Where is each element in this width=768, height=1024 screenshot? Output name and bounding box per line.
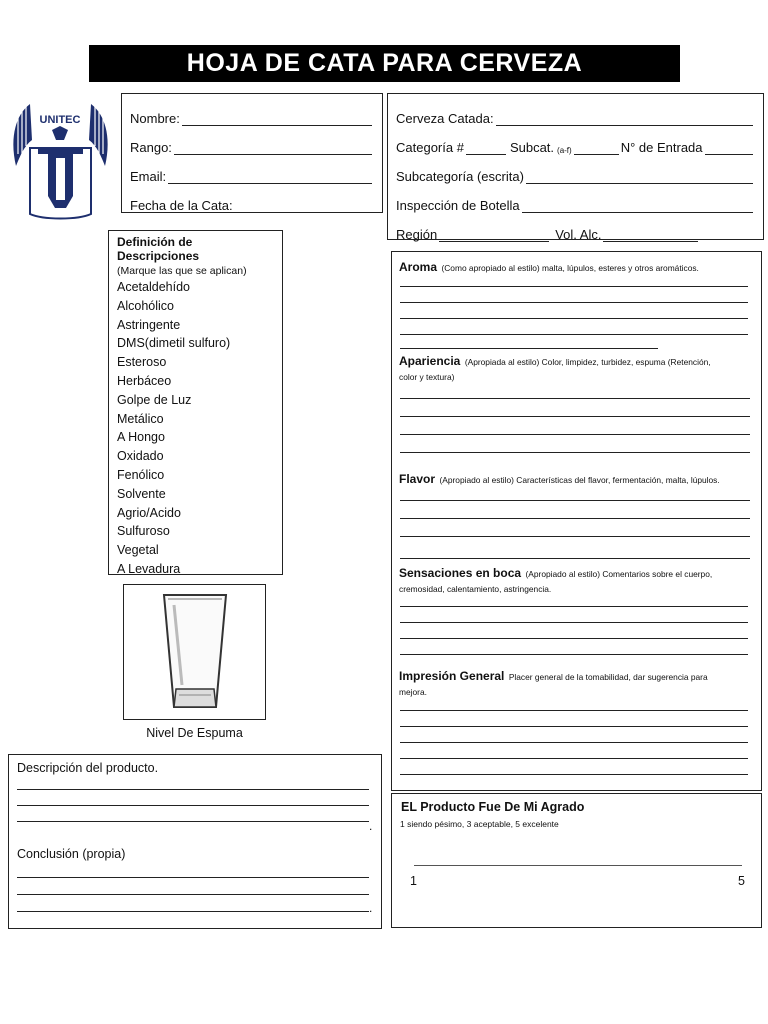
evaluation-box bbox=[391, 251, 762, 791]
cerveza-field[interactable]: Cerveza Catada: bbox=[396, 98, 755, 126]
email-field[interactable]: Email: bbox=[130, 155, 374, 184]
impresion-lines[interactable] bbox=[400, 698, 748, 778]
aroma-lines[interactable] bbox=[400, 274, 748, 354]
apariencia-lines[interactable] bbox=[400, 384, 750, 464]
descriptor-item[interactable]: Agrio/Acido bbox=[117, 505, 181, 520]
rango-field[interactable]: Rango: bbox=[130, 126, 374, 155]
descriptor-item[interactable]: Vegetal bbox=[117, 543, 159, 558]
descriptor-item[interactable]: Esteroso bbox=[117, 355, 167, 370]
sensaciones-section: Sensaciones en boca (Apropiado al estilo) Comentarios sobre el cuerpo, cremosidad, calentamiento, astringencia. bbox=[399, 566, 713, 594]
rating-note: 1 siendo pésimo, 3 aceptable, 5 excelente bbox=[400, 819, 559, 829]
descriptor-item[interactable]: Oxidado bbox=[117, 449, 164, 464]
descriptor-item[interactable]: Astringente bbox=[117, 317, 181, 332]
beer-info-box bbox=[387, 93, 764, 240]
fecha-field[interactable]: Fecha de la Cata: bbox=[130, 184, 374, 213]
flavor-lines[interactable] bbox=[400, 484, 750, 564]
beer-glass-icon bbox=[124, 585, 265, 719]
descriptor-item[interactable]: Alcohólico bbox=[117, 298, 174, 313]
unitec-logo bbox=[8, 96, 113, 224]
descriptor-item[interactable]: Sulfuroso bbox=[117, 524, 170, 539]
conclusion-lines[interactable] bbox=[17, 863, 369, 923]
nombre-field[interactable]: Nombre: bbox=[130, 98, 374, 126]
rating-max: 5 bbox=[738, 874, 745, 888]
descripcion-label: Descripción del producto. bbox=[17, 761, 159, 775]
descriptors-note: (Marque las que se aplican) bbox=[117, 265, 247, 277]
descriptors-heading: Definición de Descripciones bbox=[117, 235, 200, 263]
aroma-section: Aroma (Como apropiado al estilo) malta, lúpulos, esteres y otros aromáticos. bbox=[399, 260, 699, 274]
flavor-section: Flavor (Apropiado al estilo) Características del flavor, fermentación, malta, lúpulos. bbox=[399, 472, 720, 486]
glass-image-box bbox=[123, 584, 266, 720]
sensaciones-lines[interactable] bbox=[400, 592, 748, 672]
categoria-field[interactable]: Categoría # Subcat. (a-f) N° de Entrada bbox=[396, 126, 755, 155]
taster-info-box bbox=[121, 93, 383, 213]
descriptor-item[interactable]: Metálico bbox=[117, 411, 164, 426]
descriptor-item[interactable]: Herbáceo bbox=[117, 373, 172, 388]
product-box bbox=[8, 754, 382, 929]
rating-box bbox=[391, 793, 762, 928]
descriptor-item[interactable]: Solvente bbox=[117, 486, 166, 501]
descripcion-lines[interactable] bbox=[17, 777, 369, 837]
rating-title: EL Producto Fue De Mi Agrado bbox=[401, 800, 585, 814]
descriptor-item[interactable]: DMS(dimetil sulfuro) bbox=[117, 336, 231, 351]
rating-scale-line[interactable] bbox=[414, 865, 742, 866]
region-field[interactable]: Región Vol. Alc. bbox=[396, 213, 755, 242]
descripcion-period: . bbox=[369, 819, 373, 833]
subcategoria-field[interactable]: Subcategoría (escrita) bbox=[396, 155, 755, 184]
descriptor-item[interactable]: Golpe de Luz bbox=[117, 392, 192, 407]
glass-caption: Nivel De Espuma bbox=[146, 726, 243, 740]
page-title: HOJA DE CATA PARA CERVEZA bbox=[89, 45, 680, 82]
conclusion-label: Conclusión (propia) bbox=[17, 847, 126, 861]
descriptor-item[interactable]: Acetaldehído bbox=[117, 280, 190, 294]
rating-min: 1 bbox=[410, 874, 417, 888]
apariencia-section: Apariencia (Apropiada al estilo) Color, limpidez, turbidez, espuma (Retención, color y textura) bbox=[399, 354, 711, 382]
descriptors-list bbox=[117, 278, 274, 579]
descriptor-item[interactable]: A Levadura bbox=[117, 561, 181, 576]
svg-text:UNITEC: UNITEC bbox=[39, 114, 81, 126]
descriptor-item[interactable]: Fenólico bbox=[117, 467, 165, 482]
inspeccion-field[interactable]: Inspección de Botella bbox=[396, 184, 755, 213]
conclusion-period: . bbox=[369, 901, 373, 915]
descriptors-box bbox=[108, 230, 283, 575]
impresion-section: Impresión General Placer general de la tomabilidad, dar sugerencia para mejora. bbox=[399, 669, 708, 697]
descriptor-item[interactable]: A Hongo bbox=[117, 430, 165, 445]
